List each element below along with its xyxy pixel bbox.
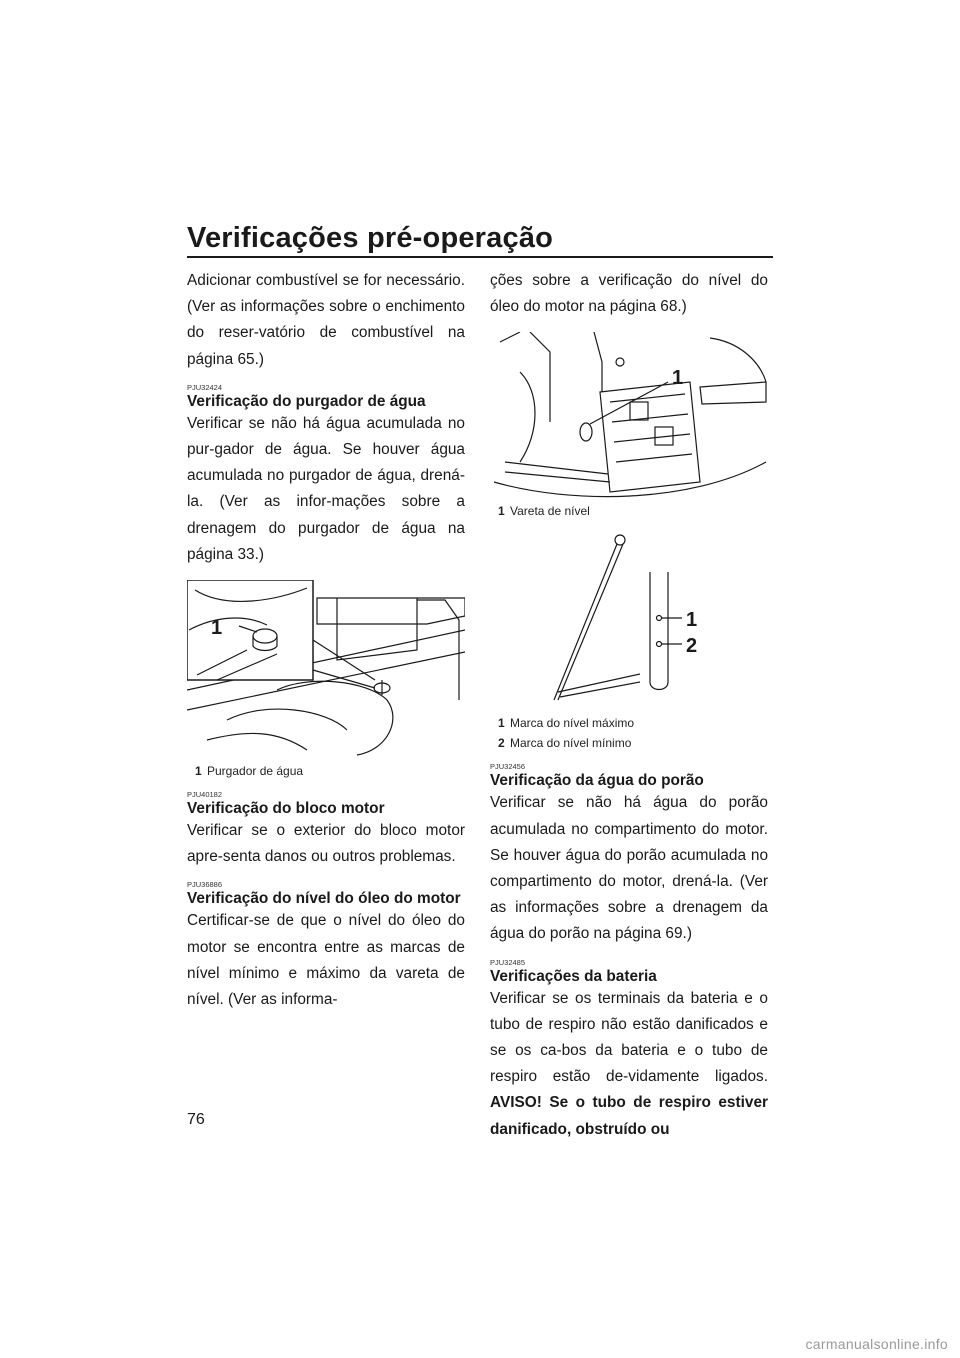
caption-text: Marca do nível máximo bbox=[510, 716, 635, 731]
intro-text: Adicionar combustível se for necessário. (Ver as informações sobre o enchimento do reser-vatório de combustível na página 65.) bbox=[187, 272, 465, 368]
figure-caption bbox=[187, 762, 465, 780]
caption-text: Purgador de água bbox=[207, 764, 304, 779]
section-code: PJU32456 bbox=[490, 762, 526, 772]
battery-body-text: Verificar se os terminais da bateria e o tubo de respiro não estão danificados e se os ca-bos da bateria e o tubo de respiro estão de-vidamente ligados. bbox=[490, 989, 768, 1086]
page-number: 76 bbox=[187, 1111, 205, 1128]
figure-caption bbox=[490, 502, 768, 520]
continued-text: ções sobre a verificação do nível do óleo do motor na página 68.) bbox=[490, 272, 768, 316]
caption-number: 1 bbox=[498, 716, 505, 731]
figure-caption bbox=[490, 734, 768, 752]
caption-number: 2 bbox=[498, 736, 505, 751]
caption-number: 1 bbox=[195, 764, 202, 779]
section-heading-oil-level: Verificação do nível do óleo do motor bbox=[187, 890, 461, 908]
figure-dipstick-marks bbox=[490, 532, 768, 752]
section-code: PJU32485 bbox=[490, 957, 526, 967]
figure-water-drain bbox=[187, 580, 465, 780]
figure-callout-1: 1 bbox=[672, 367, 684, 390]
section-heading-water-drain: Verificação do purgador de água bbox=[187, 392, 426, 410]
figure-caption bbox=[490, 714, 768, 732]
section-body-engine-block: Verificar se o exterior do bloco motor apre-senta danos ou outros problemas. bbox=[187, 822, 465, 866]
section-code: PJU36886 bbox=[187, 880, 223, 890]
dipstick-location-illustration bbox=[490, 332, 768, 500]
section-heading-battery: Verificações da bateria bbox=[490, 967, 657, 985]
section-body-oil-level: Certificar-se de que o nível do óleo do motor se encontra entre as marcas de nível mínimo e máximo da vareta de nível. (Ver as informa- bbox=[187, 912, 465, 1009]
figure-callout-2: 2 bbox=[686, 635, 698, 658]
page-title: Verificações pré-operação bbox=[187, 222, 554, 254]
section-body-bilge-water: Verificar se não há água do porão acumulada no compartimento do motor. Se houver água do porão acumulada no compartimento do motor, drená-la. (Ver as informações sobre a drenagem da água do porão na página 69.) bbox=[490, 794, 768, 943]
section-code: PJU32424 bbox=[187, 382, 223, 392]
right-column bbox=[490, 268, 768, 1143]
left-column bbox=[187, 268, 465, 1013]
caption-text: Marca do nível mínimo bbox=[510, 736, 632, 751]
section-body-battery bbox=[490, 986, 768, 1143]
water-drain-illustration bbox=[187, 580, 465, 760]
figure-dipstick-location bbox=[490, 332, 768, 520]
section-body-water-drain: Verificar se não há água acumulada no pur-gador de água. Se houver água acumulada no purgador de água, drená-la. (Ver as infor-mações sobre a drenagem do purgador de água na página 33.) bbox=[187, 414, 465, 563]
battery-warning-text: AVISO! Se o tubo de respiro estiver danificado, obstruído ou bbox=[490, 1094, 768, 1138]
section-code: PJU40182 bbox=[187, 790, 223, 800]
figure-callout-1: 1 bbox=[686, 609, 698, 632]
caption-text: Vareta de nível bbox=[510, 504, 590, 519]
figure-callout-1: 1 bbox=[211, 617, 223, 640]
section-heading-engine-block: Verificação do bloco motor bbox=[187, 800, 385, 818]
caption-number: 1 bbox=[498, 504, 505, 519]
dipstick-marks-illustration bbox=[490, 532, 768, 712]
footer-watermark: carmanualsonline.info bbox=[805, 1336, 948, 1352]
section-heading-bilge-water: Verificação da água do porão bbox=[490, 772, 704, 790]
title-rule bbox=[187, 256, 773, 258]
